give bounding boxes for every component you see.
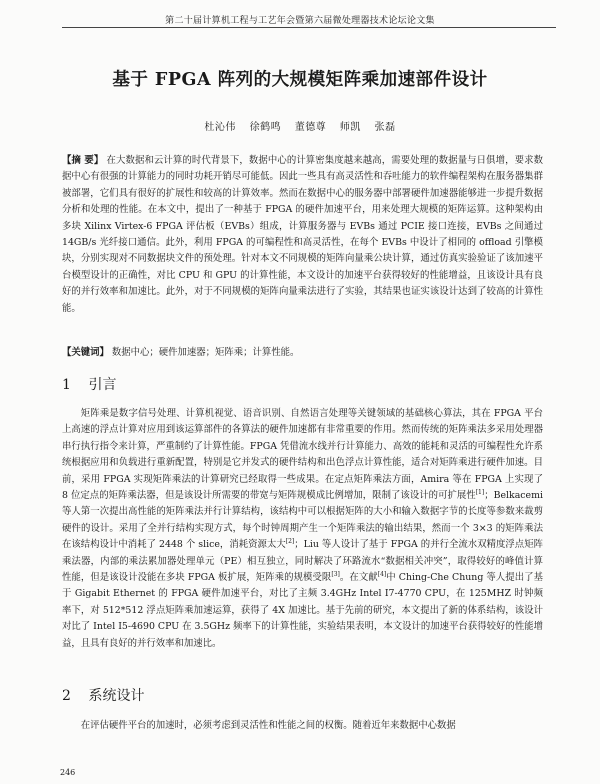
running-header: 第二十届计算机工程与工艺年会暨第六届微处理器技术论坛论文集 <box>165 16 435 26</box>
paragraph-text: ；Liu 等人设计了基于 FPGA 的并行全流水双精度浮点矩阵乘法器，内部的乘法累加器处理单元（PE）相互独立，同时解决了环路流水“数据相关冲突”，取得较好的峰值计算性能，但是该设计没能在多块 FPGA 板扩展，矩阵乘的规模受限 <box>62 539 543 584</box>
paragraph-text: 在评估硬件平台的加速时，必须考虑到灵活性和性能之间的权衡。随着近年来数据中心数据 <box>80 720 456 731</box>
paragraph-text: 中 Ching-Che Chung 等人提出了基于 Gigabit Ethernet 的 FPGA 硬件加速平台，对比了主频 3.4GHz Intel I7-4770 CPU，在 125MHZ 时钟频率下，对 512*512 浮点矩阵乘加速运算，获得了 4X 加速比。基于先前的研究，本文提出了新的体系结构，该设计对比了 Intel I5-4690 CPU 在 3.5GHz 频率下的计算性能，实验结果表明，本文设计的加速平台获得较好的性能增益，且具有良好的并行效率和加速比。 <box>62 572 543 649</box>
citation: [3] <box>331 570 340 578</box>
abstract <box>62 153 543 317</box>
paragraph-text: ；Belkacemi 等人第一次提出高性能的矩阵乘法并行计算结构，该结构中可以根据矩阵的大小和输入数据字节的长度等参数来裁剪硬件的设计。采用了全并行结构实现方式，每个时钟周期产生一个矩阵乘法的输出结果，然而一个 3×3 的矩阵乘法在该结构设计中消耗了 2448 个 slice，消耗资源太大 <box>62 490 543 551</box>
page-number: 246 <box>60 768 76 777</box>
section-1-heading <box>62 374 116 394</box>
section-2-paragraph <box>62 718 543 734</box>
keywords-text: 数据中心；硬件加速器；矩阵乘；计算性能。 <box>111 347 300 358</box>
section-2-title: 系统设计 <box>88 688 145 704</box>
keywords-label: 【关键词】 <box>62 347 109 358</box>
citation: [2] <box>285 538 295 546</box>
header-rule <box>62 27 556 28</box>
section-1-paragraph <box>62 406 543 652</box>
abstract-text: 在大数据和云计算的时代背景下，数据中心的计算密集度越来越高，需要处理的数据量与日俱增，要求数据中心有很强的计算能力的同时功耗开销尽可能低。因此一些具有高灵活性和吞吐能力的软件编程架构在服务器集群被部署，它们具有很好的扩展性和较高的计算效率。然而在数据中心的服务器中部署硬件加速器能够进一步提升数据分析和处理的性能。在本文中，提出了一种基于 FPGA 的硬件加速平台，用来处理大规模的矩阵运算。这种架构由多块 Xilinx Virtex-6 FPGA 评估板（EVBs）组成，计算服务器与 EVBs 通过 PCIE 接口连接，EVBs 之间通过 14GB/s 光纤接口通信。此外，利用 FPGA 的可编程性和高灵活性，在每个 EVBs 中设计了相同的 offload 引擎模块，分别实现对不同数据块文件的预处理。针对本文不同规模的矩阵向量乘公块计算，通过仿真实验验证了该加速平台模型设计的正确性，对比 CPU 和 GPU 的计算性能，本文设计的加速平台获得较好的性能增益，且该设计具有良好的并行效率和加速比。此外，对于不同规模的矩阵向量乘法进行了实验，其结果也证实该设计达到了较高的计算性能。 <box>62 155 544 314</box>
abstract-label: 【摘 要】 <box>62 155 104 166</box>
section-1-number: 1 <box>62 377 71 393</box>
citation: [4] <box>377 570 387 578</box>
citation: [1] <box>475 488 485 496</box>
paper-title: 基于 FPGA 阵列的大规模矩阵乘加速部件设计 <box>112 70 488 90</box>
paragraph-text: 矩阵乘是数字信号处理、计算机视觉、语音识别、自然语言处理等关键领域的基础核心算法，其在 FPGA 平台上高速的浮点计算对应用到该运算部件的各算法的硬件加速都有非常重要的作用。然而传统的矩阵乘法多采用处理器串行执行指令来计算，严重制约了计算性能。FPGA 凭借流水线并行计算能力、高效的能耗和灵活的可编程性允许系统根据应用和负载进行重新配置，特别是它并发式的硬件结构和出色浮点计算性能，适合对矩阵乘进行硬件加速。目前，采用 FPGA 实现矩阵乘法的计算研究已经取得一些成果。在定点矩阵乘法方面，Amira 等在 FPGA 上实现了 8 位定点的矩阵乘法器，但是该设计所需要的带宽与矩阵规模成比例增加，限制了该设计的可扩展性 <box>62 408 543 502</box>
section-2-heading <box>62 685 144 705</box>
paragraph-text: 。在文献 <box>339 572 378 584</box>
author-list: 杜沁伟 徐鹤鸣 董德尊 师凯 张磊 <box>204 122 396 133</box>
section-2-number: 2 <box>62 688 71 704</box>
section-1-title: 引言 <box>88 377 117 393</box>
keywords <box>62 345 543 361</box>
